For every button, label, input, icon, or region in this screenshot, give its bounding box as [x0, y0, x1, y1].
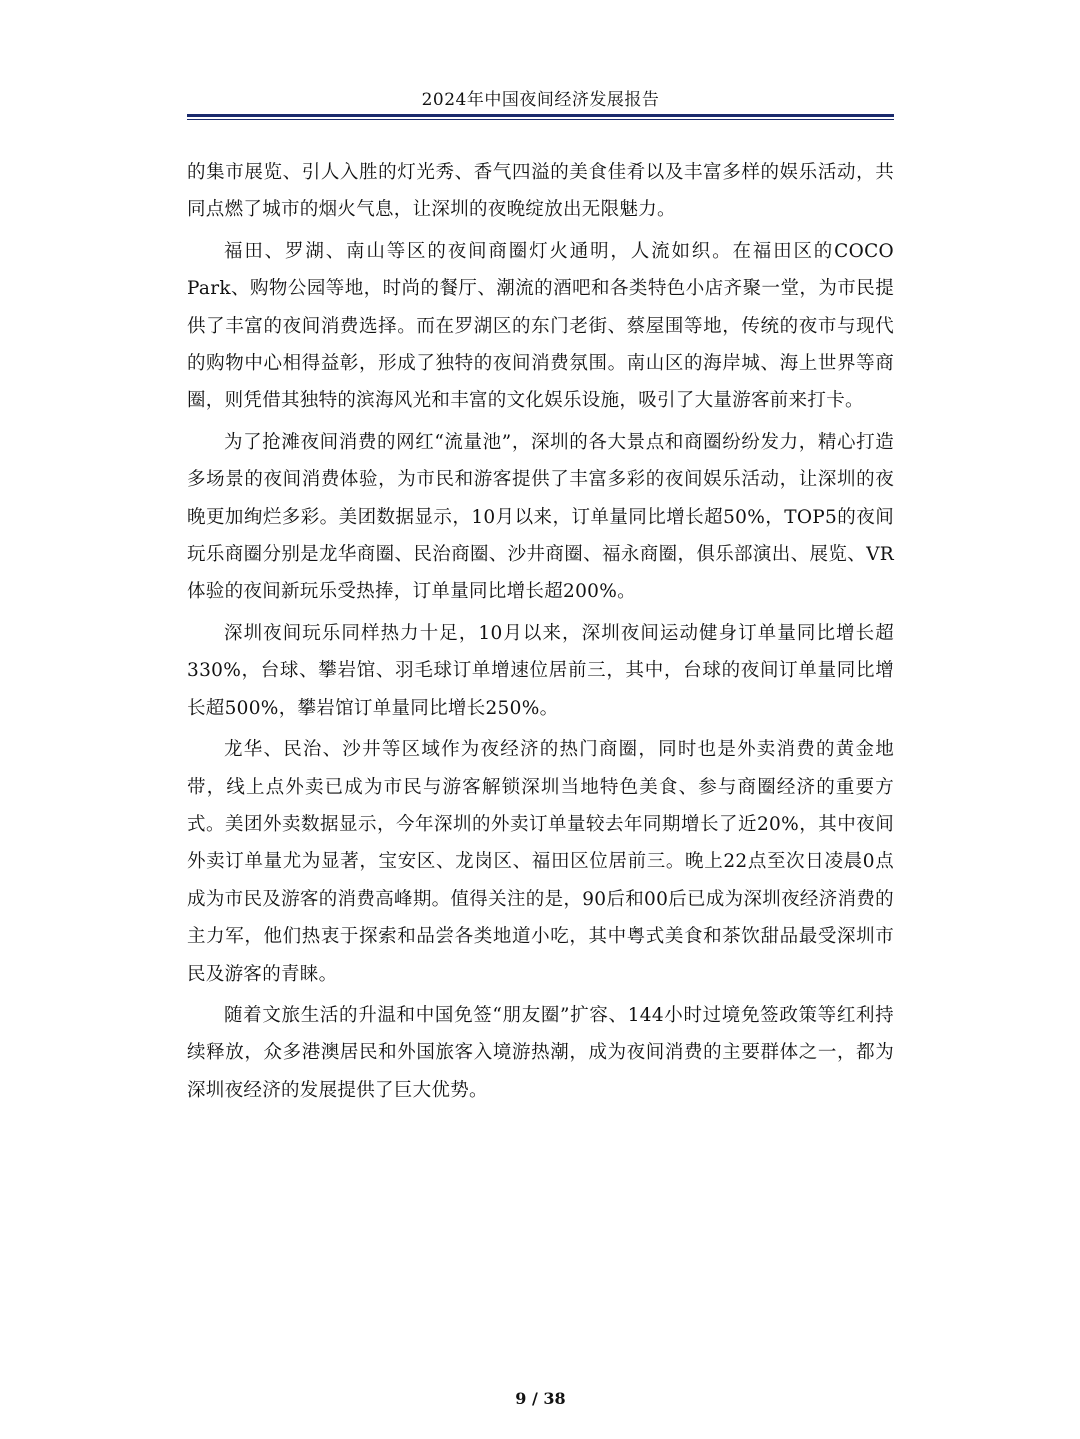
paragraph-night-fitness: 深圳夜间玩乐同样热力十足，10月以来，深圳夜间运动健身订单量同比增长超330%，台球、攀岩馆、羽毛球订单增速位居前三，其中，台球的夜间订单量同比增长超500%，攀岩馆订单量同比增长250%。	[187, 622, 894, 719]
paragraph-continuation: 的集市展览、引人入胜的灯光秀、香气四溢的美食佳肴以及丰富多样的娱乐活动，共同点燃了城市的烟火气息，让深圳的夜晚绽放出无限魅力。	[187, 162, 894, 221]
page-header-title: 2024年中国夜间经济发展报告	[421, 90, 660, 110]
paragraph-food-delivery: 龙华、民治、沙井等区域作为夜经济的热门商圈，同时也是外卖消费的黄金地带，线上点外卖已成为市民与游客解锁深圳当地特色美食、参与商圈经济的重要方式。美团外卖数据显示，今年深圳的外卖订单量较去年同期增长了近20%，其中夜间外卖订单量尤为显著，宝安区、龙岗区、福田区位居前三。晚上22点至次日凌晨0点成为市民及游客的消费高峰期。值得关注的是，90后和00后已成为深圳夜经济消费的主力军，他们热衷于探索和品尝各类地道小吃，其中粤式美食和茶饮甜品最受深圳市民及游客的青睐。	[187, 739, 894, 985]
paragraph-inbound-tourism: 随着文旅生活的升温和中国免签“朋友圈”扩容、144小时过境免签政策等红利持续释放，众多港澳居民和外国旅客入境游热潮，成为夜间消费的主要群体之一，都为深圳夜经济的发展提供了巨大优势。	[187, 1004, 894, 1101]
header-rule-thin	[187, 119, 894, 120]
page-number: 9 / 38	[515, 1389, 566, 1408]
paragraph-shopping-districts: 福田、罗湖、南山等区的夜间商圈灯火通明，人流如织。在福田区的COCO Park、购物公园等地，时尚的餐厅、潮流的酒吧和各类特色小店齐聚一堂，为市民提供了丰富的夜间消费选择。而在罗湖区的东门老街、蔡屋围等地，传统的夜市与现代的购物中心相得益彰，形成了独特的夜间消费氛围。南山区的海岸城、海上世界等商圈，则凭借其独特的滨海风光和丰富的文化娱乐设施，吸引了大量游客前来打卡。	[187, 240, 894, 412]
paragraph-traffic-pool: 为了抢滩夜间消费的网红“流量池”，深圳的各大景点和商圈纷纷发力，精心打造多场景的夜间消费体验，为市民和游客提供了丰富多彩的夜间娱乐活动，让深圳的夜晚更加绚烂多彩。美团数据显示，10月以来，订单量同比增长超50%，TOP5的夜间玩乐商圈分别是龙华商圈、民治商圈、沙井商圈、福永商圈，俱乐部演出、展览、VR体验的夜间新玩乐受热捧，订单量同比增长超200%。	[187, 431, 894, 603]
body-text	[187, 154, 894, 1113]
header-rule-thick	[187, 114, 894, 117]
